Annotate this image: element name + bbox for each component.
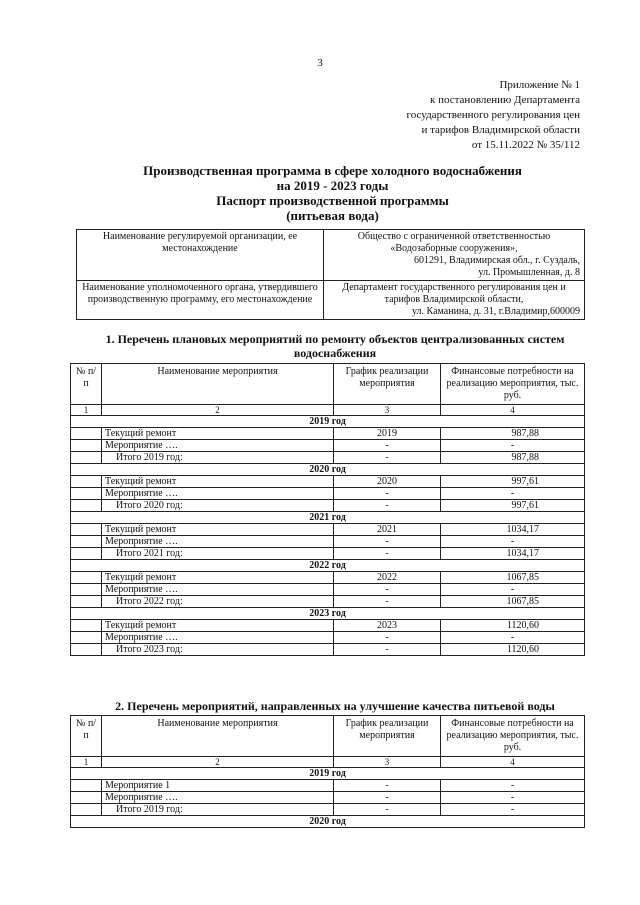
total-cost: 1120,60 [441, 644, 585, 656]
table-row [71, 500, 585, 512]
table-row [71, 428, 585, 440]
document-title [70, 163, 595, 223]
passport-row-org [77, 230, 585, 281]
org-label: Наименование регулируемой организации, ее местонахождение [77, 230, 324, 281]
table-row [71, 584, 585, 596]
event-cost: 1120,60 [441, 620, 585, 632]
event-schedule: - [334, 536, 441, 548]
appendix-line: государственного регулирования цен [406, 109, 580, 121]
event-schedule: 2019 [334, 428, 441, 440]
event-schedule: - [334, 780, 441, 792]
event-cost: - [441, 488, 585, 500]
header-number: № п/п [71, 716, 102, 757]
total-schedule: - [334, 804, 441, 816]
column-number: 4 [441, 405, 585, 416]
total-cost: 987,88 [441, 452, 585, 464]
title-line: на 2019 - 2023 годы [276, 178, 389, 193]
section2-heading: 2. Перечень мероприятий, направленных на улучшение качества питьевой воды [115, 699, 555, 713]
table-row [71, 452, 585, 464]
total-schedule: - [334, 596, 441, 608]
total-label: Итого 2023 год: [102, 644, 334, 656]
event-name: Текущий ремонт [102, 428, 334, 440]
year-row [71, 416, 585, 428]
authority-label: Наименование уполномоченного органа, утвердившего производственную программу, его местонахождение [77, 281, 324, 320]
authority-value-line: Департамент государственного регулирования цен и [342, 282, 566, 293]
year-row [71, 768, 585, 780]
table-row [71, 780, 585, 792]
table-row [71, 440, 585, 452]
event-schedule: - [334, 584, 441, 596]
event-schedule: - [334, 792, 441, 804]
appendix-line: и тарифов Владимирской области [421, 124, 580, 136]
event-cost: - [441, 584, 585, 596]
header-name: Наименование мероприятия [102, 364, 334, 405]
event-cost: - [441, 536, 585, 548]
header-number: № п/п [71, 364, 102, 405]
appendix-line: к постановлению Департамента [429, 94, 580, 106]
repair-plan-table [70, 363, 585, 656]
column-numbers-row [71, 405, 585, 416]
column-number: 3 [334, 757, 441, 768]
year-title: 2021 год [71, 512, 585, 524]
total-schedule: - [334, 548, 441, 560]
total-label: Итого 2019 год: [102, 452, 334, 464]
appendix-line: от 15.11.2022 № 35/112 [471, 139, 580, 151]
event-name: Текущий ремонт [102, 524, 334, 536]
event-schedule: 2023 [334, 620, 441, 632]
table-header-row [71, 716, 585, 757]
column-number: 3 [334, 405, 441, 416]
year-row [71, 816, 585, 828]
table-row [71, 620, 585, 632]
event-cost: - [441, 632, 585, 644]
total-schedule: - [334, 500, 441, 512]
total-schedule: - [334, 452, 441, 464]
event-schedule: 2022 [334, 572, 441, 584]
event-cost: 987,88 [441, 428, 585, 440]
event-name: Мероприятие …. [102, 440, 334, 452]
table-row [71, 488, 585, 500]
quality-plan-table [70, 715, 585, 828]
page-number: 3 [317, 57, 323, 69]
total-cost: - [441, 804, 585, 816]
year-row [71, 608, 585, 620]
event-name: Мероприятие …. [102, 536, 334, 548]
table-row [71, 476, 585, 488]
title-line: Производственная программа в сфере холодного водоснабжения [143, 163, 522, 178]
org-value-line: «Водозаборные сооружения», [390, 243, 518, 254]
total-label: Итого 2021 год: [102, 548, 334, 560]
event-cost: 997,61 [441, 476, 585, 488]
event-name: Мероприятие …. [102, 488, 334, 500]
total-schedule: - [334, 644, 441, 656]
org-value-line: Общество с ограниченной ответственностью [357, 231, 551, 242]
section1-heading: 1. Перечень плановых мероприятий по ремонту объектов централизованных систем водоснабжения [105, 332, 565, 360]
table-row [71, 572, 585, 584]
header-schedule: График реализации мероприятия [334, 364, 441, 405]
table-row [71, 548, 585, 560]
year-row [71, 560, 585, 572]
event-name: Мероприятие 1 [102, 780, 334, 792]
title-line: Паспорт производственной программы [216, 193, 449, 208]
year-title: 2023 год [71, 608, 585, 620]
authority-value-line: ул. Каманина, д. 31, г.Владимир,600009 [412, 306, 580, 317]
column-numbers-row [71, 757, 585, 768]
table-row [71, 804, 585, 816]
event-name: Мероприятие …. [102, 792, 334, 804]
event-name: Текущий ремонт [102, 476, 334, 488]
total-label: Итого 2022 год: [102, 596, 334, 608]
year-title: 2022 год [71, 560, 585, 572]
event-schedule: 2020 [334, 476, 441, 488]
column-number: 4 [441, 757, 585, 768]
table-row [71, 644, 585, 656]
year-row [71, 464, 585, 476]
year-title: 2020 год [71, 816, 585, 828]
total-label: Итого 2020 год: [102, 500, 334, 512]
event-cost: - [441, 440, 585, 452]
event-cost: 1067,85 [441, 572, 585, 584]
column-number: 1 [71, 405, 102, 416]
event-cost: - [441, 792, 585, 804]
event-name: Мероприятие …. [102, 632, 334, 644]
total-cost: 1067,85 [441, 596, 585, 608]
event-cost: - [441, 780, 585, 792]
total-label: Итого 2019 год: [102, 804, 334, 816]
passport-row-authority [77, 281, 585, 320]
title-line: (питьевая вода) [286, 208, 379, 223]
column-number: 2 [102, 757, 334, 768]
year-row [71, 512, 585, 524]
authority-value-line: тарифов Владимирской области, [384, 294, 524, 305]
column-number: 1 [71, 757, 102, 768]
table-row [71, 632, 585, 644]
table-row [71, 792, 585, 804]
total-cost: 997,61 [441, 500, 585, 512]
table-header-row [71, 364, 585, 405]
org-value-line: ул. Промышленная, д. 8 [478, 267, 580, 278]
year-title: 2020 год [71, 464, 585, 476]
table-row [71, 596, 585, 608]
event-schedule: 2021 [334, 524, 441, 536]
event-cost: 1034,17 [441, 524, 585, 536]
table-row [71, 524, 585, 536]
appendix-block [380, 78, 580, 153]
passport-table [76, 229, 585, 320]
event-schedule: - [334, 632, 441, 644]
total-cost: 1034,17 [441, 548, 585, 560]
event-name: Текущий ремонт [102, 572, 334, 584]
org-value [324, 230, 585, 281]
event-schedule: - [334, 488, 441, 500]
header-cost: Финансовые потребности на реализацию мероприятия, тыс. руб. [441, 364, 585, 405]
appendix-line: Приложение № 1 [499, 79, 580, 91]
event-name: Мероприятие …. [102, 584, 334, 596]
authority-value [324, 281, 585, 320]
event-schedule: - [334, 440, 441, 452]
event-name: Текущий ремонт [102, 620, 334, 632]
header-name: Наименование мероприятия [102, 716, 334, 757]
column-number: 2 [102, 405, 334, 416]
header-schedule: График реализации мероприятия [334, 716, 441, 757]
year-title: 2019 год [71, 768, 585, 780]
org-value-line: 601291, Владимирская обл., г. Суздаль, [413, 255, 580, 266]
table-row [71, 536, 585, 548]
header-cost: Финансовые потребности на реализацию мероприятия, тыс. руб. [441, 716, 585, 757]
year-title: 2019 год [71, 416, 585, 428]
